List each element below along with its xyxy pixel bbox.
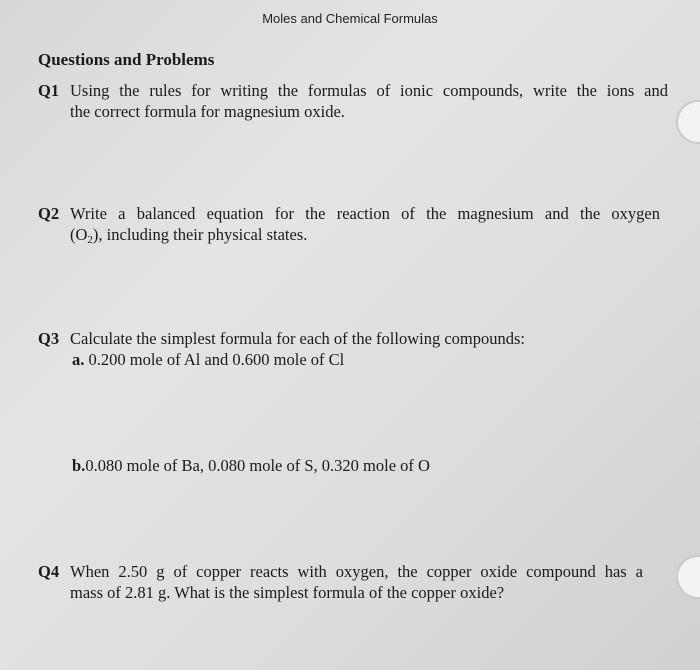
question-1-line-2: the correct formula for magnesium oxide.: [70, 102, 345, 121]
part-a-label: a.: [72, 350, 85, 369]
binder-hole: [676, 555, 700, 599]
question-1: [38, 80, 668, 124]
question-2: [38, 203, 668, 247]
question-3-part-a: [72, 349, 344, 370]
binder-hole: [676, 100, 700, 144]
part-a-text: 0.200 mole of Al and 0.600 mole of Cl: [88, 350, 345, 369]
question-3-number: Q3: [38, 329, 60, 348]
question-3: [38, 328, 668, 350]
question-3-line-1: Calculate the simplest formula for each of the following compounds:: [70, 329, 526, 348]
question-4-number: Q4: [38, 562, 60, 581]
question-2-line-1: Write a balanced equation for the reaction of the magnesium and the oxygen: [70, 204, 660, 223]
page-header: Moles and Chemical Formulas: [262, 11, 438, 26]
question-2-number: Q2: [38, 204, 60, 223]
question-1-number: Q1: [38, 81, 60, 100]
question-4: [38, 561, 668, 605]
part-b-text: 0.080 mole of Ba, 0.080 mole of S, 0.320 mole of O: [85, 456, 430, 475]
question-4-line-1: When 2.50 g of copper reacts with oxygen, the copper oxide compound has a: [70, 562, 643, 581]
question-4-line-2: mass of 2.81 g. What is the simplest formula of the copper oxide?: [70, 583, 505, 602]
part-b-label: b.: [72, 456, 86, 475]
question-2-line-2: $(O_2)$, including their physical states.: [70, 225, 308, 246]
question-1-line-1: Using the rules for writing the formulas of ionic compounds, write the ions and: [70, 81, 668, 100]
section-title: Questions and Problems: [38, 50, 215, 69]
question-3-part-b: [72, 455, 430, 476]
